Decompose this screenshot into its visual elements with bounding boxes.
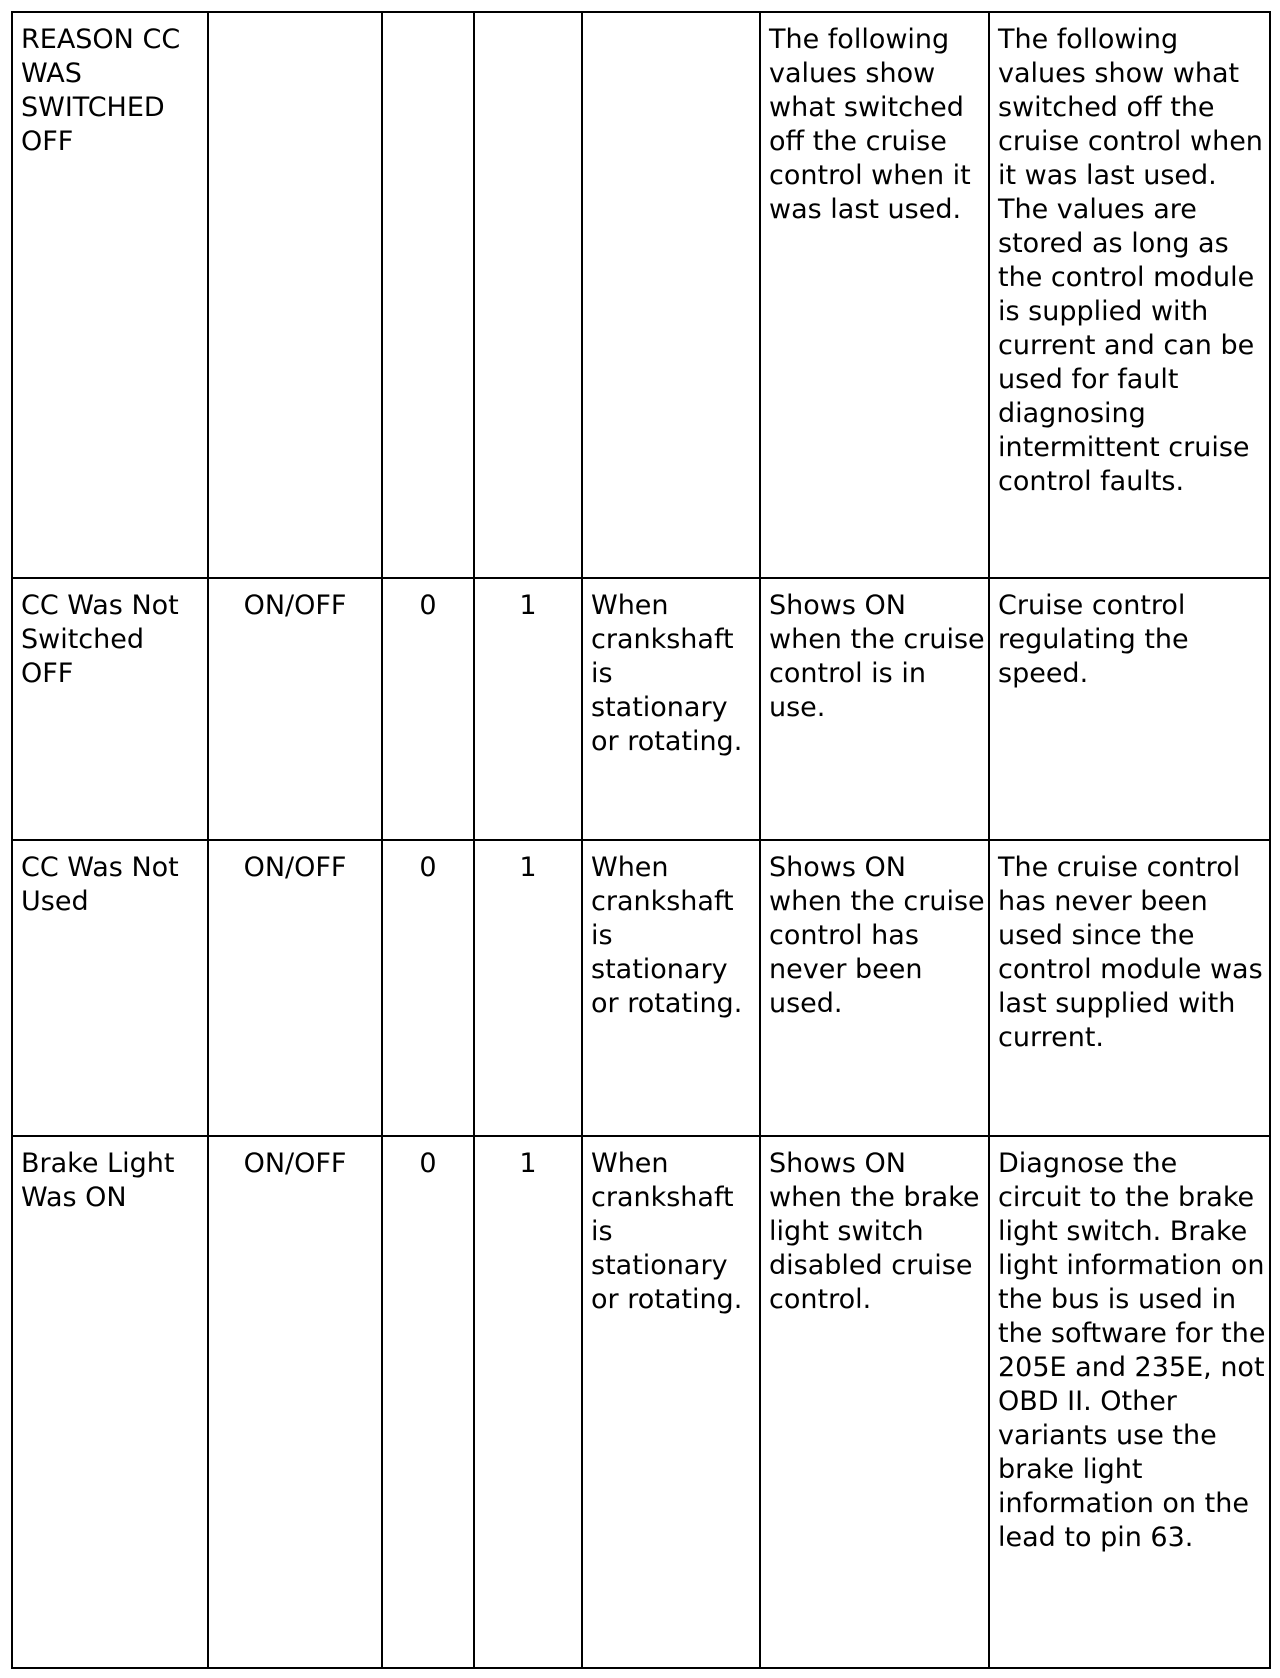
description-cell: Shows ON when the cruise control is in use. [760, 578, 989, 840]
condition-cell: When crankshaft is stationary or rotating. [582, 1136, 760, 1668]
description-cell: Shows ON when the brake light switch disabled cruise control. [760, 1136, 989, 1668]
note-cell: The cruise control has never been used since the control module was last supplied with current. [989, 840, 1270, 1136]
unit-cell: ON/OFF [208, 840, 382, 1136]
table-row [12, 12, 1270, 578]
max-value-cell: 1 [474, 1136, 582, 1668]
note-cell: The following values show what switched off the cruise control when it was last used. The values are stored as long as the control module is supplied with current and can be used for fault diagnosing intermittent cruise control faults. [989, 12, 1270, 578]
note-cell: Diagnose the circuit to the brake light switch. Brake light information on the bus is used in the software for the 205E and 235E, not OBD II. Other variants use the brake light information on the lead to pin 63. [989, 1136, 1270, 1668]
min-value-cell: 0 [382, 840, 474, 1136]
min-value-cell: 0 [382, 1136, 474, 1668]
note-cell: Cruise control regulating the speed. [989, 578, 1270, 840]
parameter-name-cell: CC Was Not Used [12, 840, 208, 1136]
condition-cell: When crankshaft is stationary or rotating. [582, 578, 760, 840]
max-value-cell: 1 [474, 578, 582, 840]
description-cell: Shows ON when the cruise control has never been used. [760, 840, 989, 1136]
description-cell: The following values show what switched off the cruise control when it was last used. [760, 12, 989, 578]
parameter-table [11, 11, 1271, 1669]
min-value-cell [382, 12, 474, 578]
table-row [12, 840, 1270, 1136]
parameter-name-cell: CC Was Not Switched OFF [12, 578, 208, 840]
parameter-name-cell: REASON CC WAS SWITCHED OFF [12, 12, 208, 578]
max-value-cell [474, 12, 582, 578]
unit-cell: ON/OFF [208, 578, 382, 840]
table-row [12, 1136, 1270, 1668]
min-value-cell: 0 [382, 578, 474, 840]
table-row [12, 578, 1270, 840]
parameter-name-cell: Brake Light Was ON [12, 1136, 208, 1668]
condition-cell [582, 12, 760, 578]
max-value-cell: 1 [474, 840, 582, 1136]
unit-cell [208, 12, 382, 578]
condition-cell: When crankshaft is stationary or rotating. [582, 840, 760, 1136]
unit-cell: ON/OFF [208, 1136, 382, 1668]
